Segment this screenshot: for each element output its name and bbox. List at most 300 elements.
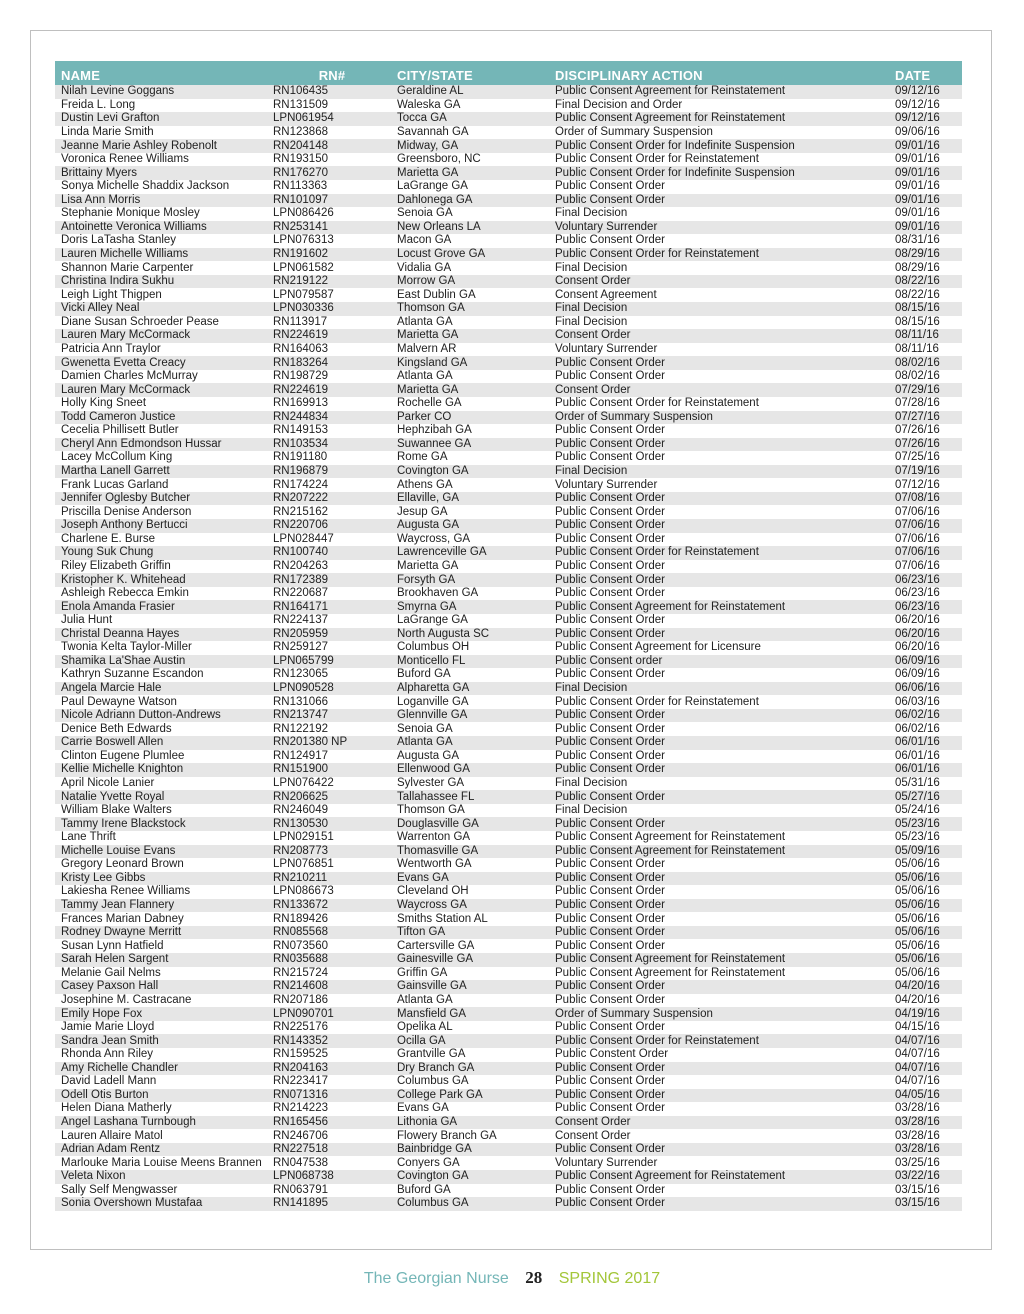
cell-city-state: New Orleans LA: [397, 220, 481, 233]
cell-rn-number: RN159525: [273, 1048, 328, 1061]
cell-name: Joseph Anthony Bertucci: [61, 519, 188, 532]
table-row: [55, 695, 962, 709]
publication-title: The Georgian Nurse: [363, 1270, 509, 1287]
cell-date: 09/01/16: [895, 193, 940, 206]
cell-disciplinary-action: Public Consent Agreement for Reinstatement: [555, 966, 786, 979]
cell-rn-number: RN183264: [273, 356, 328, 369]
table-row: [55, 411, 962, 425]
cell-city-state: Atlanta GA: [397, 993, 453, 1006]
cell-disciplinary-action: Public Consent Order: [555, 709, 665, 722]
cell-date: 05/23/16: [895, 831, 940, 844]
cell-disciplinary-action: Public Consent Order: [555, 749, 665, 762]
cell-date: 07/08/16: [895, 492, 940, 505]
cell-rn-number: RN244834: [273, 410, 328, 423]
cell-name: Lakiesha Renee Williams: [61, 885, 191, 898]
table-row: [55, 655, 962, 669]
cell-date: 06/03/16: [895, 695, 940, 708]
cell-disciplinary-action: Public Consent Order: [555, 763, 665, 776]
table-row: [55, 126, 962, 140]
cell-name: Lauren Allaire Matol: [61, 1129, 163, 1142]
table-row: [55, 492, 962, 506]
cell-date: 07/06/16: [895, 559, 940, 572]
cell-disciplinary-action: Public Consent Order for Reinstatement: [555, 695, 759, 708]
cell-date: 04/07/16: [895, 1075, 940, 1088]
cell-name: Lauren Michelle Williams: [61, 248, 189, 261]
cell-date: 08/29/16: [895, 248, 940, 261]
cell-rn-number: RN259127: [273, 641, 328, 654]
table-row: [55, 668, 962, 682]
table-row: [55, 288, 962, 302]
cell-rn-number: RN174224: [273, 478, 328, 491]
cell-disciplinary-action: Public Consent order: [555, 654, 663, 667]
cell-date: 06/20/16: [895, 641, 940, 654]
cell-name: Patricia Ann Traylor: [61, 342, 161, 355]
cell-date: 07/12/16: [895, 478, 940, 491]
cell-rn-number: RN113917: [273, 315, 328, 328]
cell-name: Lauren Mary McCormack: [61, 329, 191, 342]
table-row: [55, 1007, 962, 1021]
table-row: [55, 763, 962, 777]
cell-name: Voronica Renee Williams: [61, 153, 189, 166]
cell-disciplinary-action: Public Consent Order: [555, 1021, 665, 1034]
cell-name: Sandra Jean Smith: [61, 1034, 159, 1047]
cell-name: Freida L. Long: [61, 98, 136, 111]
cell-city-state: Savannah GA: [397, 125, 469, 138]
cell-disciplinary-action: Public Consent Order for Reinstatement: [555, 248, 759, 261]
cell-rn-number: RN141895: [273, 1197, 328, 1210]
cell-name: Lane Thrift: [61, 831, 116, 844]
cell-rn-number: RN176270: [273, 166, 328, 179]
table-row: [55, 1170, 962, 1184]
cell-name: Riley Elizabeth Griffin: [61, 559, 171, 572]
cell-rn-number: RN225176: [273, 1021, 328, 1034]
cell-date: 05/06/16: [895, 939, 940, 952]
cell-rn-number: LPN030336: [273, 302, 334, 315]
cell-date: 05/24/16: [895, 804, 940, 817]
cell-date: 06/01/16: [895, 749, 940, 762]
table-row: [55, 885, 962, 899]
page-number: 28: [525, 1268, 543, 1287]
cell-name: Melanie Gail Nelms: [61, 966, 161, 979]
cell-name: Angela Marcie Hale: [61, 682, 162, 695]
cell-name: Priscilla Denise Anderson: [61, 505, 192, 518]
cell-disciplinary-action: Consent Order: [555, 275, 631, 288]
cell-disciplinary-action: Public Consent Order: [555, 505, 665, 518]
table-row: [55, 207, 962, 221]
cell-name: Kathryn Suzanne Escandon: [61, 668, 204, 681]
cell-city-state: Augusta GA: [397, 749, 460, 762]
cell-rn-number: RN151900: [273, 763, 328, 776]
cell-date: 09/01/16: [895, 220, 940, 233]
cell-name: Twonia Kelta Taylor-Miller: [61, 641, 192, 654]
cell-city-state: Rochelle GA: [397, 397, 462, 410]
cell-rn-number: RN164171: [273, 600, 328, 613]
cell-date: 03/28/16: [895, 1129, 940, 1142]
cell-rn-number: RN196879: [273, 465, 328, 478]
cell-name: Sonya Michelle Shaddix Jackson: [61, 180, 230, 193]
table-row: [55, 750, 962, 764]
cell-name: Natalie Yvette Royal: [61, 790, 165, 803]
cell-city-state: Senoia GA: [397, 207, 453, 220]
page-footer: [0, 1268, 1024, 1288]
cell-disciplinary-action: Public Consent Order: [555, 437, 665, 450]
cell-name: Julia Hunt: [61, 614, 113, 627]
table-row: [55, 777, 962, 791]
cell-rn-number: RN100740: [273, 546, 328, 559]
cell-name: Gwenetta Evetta Creacy: [61, 356, 186, 369]
cell-disciplinary-action: Final Decision: [555, 315, 628, 328]
cell-rn-number: RN207222: [273, 492, 328, 505]
cell-rn-number: RN224619: [273, 383, 328, 396]
cell-city-state: Sylvester GA: [397, 776, 465, 789]
cell-date: 05/06/16: [895, 966, 940, 979]
cell-disciplinary-action: Public Consent Order: [555, 912, 665, 925]
table-row: [55, 1129, 962, 1143]
cell-disciplinary-action: Public Consent Order: [555, 193, 665, 206]
cell-date: 07/25/16: [895, 451, 940, 464]
cell-name: Shamika La'Shae Austin: [61, 654, 186, 667]
cell-city-state: Alpharetta GA: [397, 682, 470, 695]
cell-disciplinary-action: Public Consent Order for Reinstatement: [555, 1034, 759, 1047]
table-row: [55, 85, 962, 99]
cell-date: 07/29/16: [895, 383, 940, 396]
cell-name: Ashleigh Rebecca Emkin: [61, 587, 189, 600]
cell-name: Veleta Nixon: [61, 1170, 126, 1183]
table-row: [55, 1048, 962, 1062]
cell-rn-number: RN193150: [273, 153, 328, 166]
cell-date: 03/28/16: [895, 1116, 940, 1129]
cell-rn-number: RN085568: [273, 926, 328, 939]
table-row: [55, 519, 962, 533]
cell-disciplinary-action: Public Consent Agreement for Reinstatement: [555, 844, 786, 857]
cell-name: Holly King Sneet: [61, 397, 147, 410]
table-row: [55, 316, 962, 330]
cell-city-state: Flowery Branch GA: [397, 1129, 497, 1142]
cell-date: 09/12/16: [895, 112, 940, 125]
cell-rn-number: RN191180: [273, 451, 328, 464]
cell-disciplinary-action: Order of Summary Suspension: [555, 410, 713, 423]
cell-date: 07/06/16: [895, 546, 940, 559]
cell-name: Rhonda Ann Riley: [61, 1048, 154, 1061]
cell-name: Shannon Marie Carpenter: [61, 261, 194, 274]
cell-disciplinary-action: Consent Order: [555, 1129, 631, 1142]
table-row: [55, 736, 962, 750]
cell-rn-number: LPN090701: [273, 1007, 334, 1020]
cell-name: Kristopher K. Whitehead: [61, 573, 186, 586]
cell-disciplinary-action: Public Consent Order: [555, 519, 665, 532]
table-row: [55, 166, 962, 180]
cell-city-state: Parker CO: [397, 410, 452, 423]
cell-date: 09/06/16: [895, 125, 940, 138]
cell-name: Lauren Mary McCormack: [61, 383, 191, 396]
cell-disciplinary-action: Public Consent Order for Indefinite Suspension: [555, 139, 795, 152]
cell-rn-number: RN204163: [273, 1061, 328, 1074]
cell-rn-number: RN227518: [273, 1143, 328, 1156]
cell-rn-number: RN124917: [273, 749, 328, 762]
cell-disciplinary-action: Public Consent Order: [555, 573, 665, 586]
cell-date: 06/01/16: [895, 763, 940, 776]
cell-city-state: Lawrenceville GA: [397, 546, 487, 559]
cell-rn-number: RN220706: [273, 519, 328, 532]
cell-city-state: Bainbridge GA: [397, 1143, 472, 1156]
cell-city-state: Mansfield GA: [397, 1007, 467, 1020]
cell-name: Leigh Light Thigpen: [61, 288, 162, 301]
cell-disciplinary-action: Public Consent Agreement for Reinstatement: [555, 1170, 786, 1183]
cell-rn-number: RN131066: [273, 695, 328, 708]
cell-name: Tammy Irene Blackstock: [61, 817, 186, 830]
cell-date: 08/15/16: [895, 315, 940, 328]
cell-disciplinary-action: Public Consent Order: [555, 1088, 665, 1101]
cell-disciplinary-action: Voluntary Surrender: [555, 220, 658, 233]
cell-date: 05/06/16: [895, 953, 940, 966]
cell-city-state: Atlanta GA: [397, 370, 453, 383]
table-row: [55, 180, 962, 194]
cell-date: 04/20/16: [895, 993, 940, 1006]
cell-city-state: Monticello FL: [397, 654, 466, 667]
table-row: [55, 275, 962, 289]
cell-disciplinary-action: Public Consent Agreement for Reinstatement: [555, 112, 786, 125]
cell-date: 03/28/16: [895, 1102, 940, 1115]
cell-rn-number: RN101097: [273, 193, 328, 206]
cell-date: 06/02/16: [895, 709, 940, 722]
cell-disciplinary-action: Public Consent Order: [555, 451, 665, 464]
cell-rn-number: RN073560: [273, 939, 328, 952]
cell-name: Diane Susan Schroeder Pease: [61, 315, 219, 328]
cell-name: Rodney Dwayne Merritt: [61, 926, 182, 939]
cell-city-state: Tifton GA: [397, 926, 446, 939]
cell-rn-number: RN205959: [273, 627, 328, 640]
cell-disciplinary-action: Final Decision: [555, 207, 628, 220]
cell-rn-number: RN214223: [273, 1102, 328, 1115]
cell-rn-number: LPN076313: [273, 234, 334, 247]
cell-rn-number: LPN065799: [273, 654, 334, 667]
cell-city-state: Greensboro, NC: [397, 153, 481, 166]
cell-disciplinary-action: Final Decision: [555, 302, 628, 315]
cell-date: 06/20/16: [895, 627, 940, 640]
cell-rn-number: RN215724: [273, 966, 328, 979]
cell-city-state: Ellenwood GA: [397, 763, 470, 776]
table-row: [55, 397, 962, 411]
cell-city-state: Warrenton GA: [397, 831, 471, 844]
cell-date: 04/07/16: [895, 1034, 940, 1047]
cell-name: Susan Lynn Hatfield: [61, 939, 164, 952]
cell-disciplinary-action: Voluntary Surrender: [555, 342, 658, 355]
cell-name: Michelle Louise Evans: [61, 844, 176, 857]
cell-disciplinary-action: Public Consent Order: [555, 790, 665, 803]
table-row: [55, 194, 962, 208]
cell-city-state: College Park GA: [397, 1088, 483, 1101]
cell-disciplinary-action: Public Consent Order: [555, 1061, 665, 1074]
table-row: [55, 383, 962, 397]
cell-rn-number: RN165456: [273, 1116, 328, 1129]
cell-date: 07/06/16: [895, 519, 940, 532]
table-row: [55, 451, 962, 465]
cell-rn-number: LPN061954: [273, 112, 334, 125]
cell-name: Sonia Overshown Mustafaa: [61, 1197, 203, 1210]
cell-city-state: Cleveland OH: [397, 885, 469, 898]
cell-name: Brittainy Myers: [61, 166, 138, 179]
cell-city-state: Midway, GA: [397, 139, 459, 152]
cell-rn-number: RN210211: [273, 871, 328, 884]
cell-city-state: Evans GA: [397, 1102, 449, 1115]
cell-name: Paul Dewayne Watson: [61, 695, 177, 708]
cell-rn-number: RN189426: [273, 912, 328, 925]
cell-rn-number: RN164063: [273, 342, 328, 355]
cell-name: William Blake Walters: [61, 804, 172, 817]
cell-date: 04/07/16: [895, 1048, 940, 1061]
cell-date: 04/07/16: [895, 1061, 940, 1074]
cell-disciplinary-action: Final Decision and Order: [555, 98, 683, 111]
disciplinary-actions-table: [55, 61, 962, 1211]
cell-city-state: Morrow GA: [397, 275, 456, 288]
cell-city-state: Cartersville GA: [397, 939, 475, 952]
cell-city-state: Columbus GA: [397, 1197, 469, 1210]
cell-date: 03/15/16: [895, 1183, 940, 1196]
cell-name: Charlene E. Burse: [61, 532, 155, 545]
cell-city-state: Columbus OH: [397, 641, 470, 654]
cell-date: 07/26/16: [895, 437, 940, 450]
cell-city-state: Brookhaven GA: [397, 587, 479, 600]
cell-date: 08/22/16: [895, 288, 940, 301]
cell-disciplinary-action: Public Consent Order: [555, 885, 665, 898]
cell-disciplinary-action: Public Consent Order: [555, 993, 665, 1006]
cell-city-state: Kingsland GA: [397, 356, 468, 369]
table-row: [55, 641, 962, 655]
cell-name: Frank Lucas Garland: [61, 478, 169, 491]
cell-date: 04/20/16: [895, 980, 940, 993]
cell-date: 09/01/16: [895, 139, 940, 152]
cell-rn-number: RN220687: [273, 587, 328, 600]
table-row: [55, 302, 962, 316]
table-row: [55, 600, 962, 614]
cell-date: 06/20/16: [895, 614, 940, 627]
table-row: [55, 505, 962, 519]
cell-date: 08/22/16: [895, 275, 940, 288]
cell-date: 09/01/16: [895, 180, 940, 193]
cell-disciplinary-action: Public Consent Order: [555, 980, 665, 993]
cell-city-state: Evans GA: [397, 871, 449, 884]
cell-disciplinary-action: Public Consent Order: [555, 668, 665, 681]
table-row: [55, 1116, 962, 1130]
cell-disciplinary-action: Order of Summary Suspension: [555, 125, 713, 138]
cell-city-state: Griffin GA: [397, 966, 448, 979]
table-row: [55, 478, 962, 492]
cell-disciplinary-action: Final Decision: [555, 776, 628, 789]
cell-name: Helen Diana Matherly: [61, 1102, 172, 1115]
cell-disciplinary-action: Public Consent Order: [555, 492, 665, 505]
cell-city-state: Augusta GA: [397, 519, 460, 532]
table-row: [55, 1062, 962, 1076]
cell-city-state: Glennville GA: [397, 709, 468, 722]
cell-city-state: East Dublin GA: [397, 288, 476, 301]
table-row: [55, 329, 962, 343]
cell-rn-number: RN204148: [273, 139, 328, 152]
cell-name: April Nicole Lanier: [61, 776, 155, 789]
table-row: [55, 99, 962, 113]
cell-disciplinary-action: Consent Order: [555, 383, 631, 396]
table-row: [55, 967, 962, 981]
cell-disciplinary-action: Public Consent Order: [555, 356, 665, 369]
cell-date: 09/12/16: [895, 85, 940, 98]
cell-date: 05/06/16: [895, 858, 940, 871]
cell-name: Linda Marie Smith: [61, 125, 154, 138]
cell-disciplinary-action: Public Consent Order: [555, 532, 665, 545]
cell-date: 04/19/16: [895, 1007, 940, 1020]
cell-city-state: Marietta GA: [397, 559, 459, 572]
cell-date: 05/31/16: [895, 776, 940, 789]
cell-date: 06/23/16: [895, 587, 940, 600]
cell-date: 04/05/16: [895, 1088, 940, 1101]
cell-city-state: Rome GA: [397, 451, 448, 464]
cell-city-state: Buford GA: [397, 1183, 451, 1196]
cell-disciplinary-action: Order of Summary Suspension: [555, 1007, 713, 1020]
cell-rn-number: LPN028447: [273, 532, 334, 545]
cell-rn-number: LPN086673: [273, 885, 334, 898]
cell-date: 03/25/16: [895, 1156, 940, 1169]
cell-rn-number: RN035688: [273, 953, 328, 966]
cell-date: 05/06/16: [895, 926, 940, 939]
cell-rn-number: RN063791: [273, 1183, 328, 1196]
cell-name: Jamie Marie Lloyd: [61, 1021, 155, 1034]
cell-disciplinary-action: Public Consent Order: [555, 722, 665, 735]
issue-label: SPRING 2017: [558, 1270, 661, 1287]
cell-date: 06/23/16: [895, 573, 940, 586]
cell-rn-number: RN201380 NP: [273, 736, 348, 749]
cell-date: 08/02/16: [895, 370, 940, 383]
cell-name: Casey Paxson Hall: [61, 980, 159, 993]
cell-name: Dustin Levi Grafton: [61, 112, 160, 125]
cell-disciplinary-action: Public Consent Order for Indefinite Suspension: [555, 166, 795, 179]
cell-city-state: North Augusta SC: [397, 627, 490, 640]
table-row: [55, 845, 962, 859]
cell-city-state: Columbus GA: [397, 1075, 469, 1088]
cell-disciplinary-action: Public Consent Order: [555, 587, 665, 600]
cell-rn-number: RN207186: [273, 993, 328, 1006]
table-row: [55, 1021, 962, 1035]
cell-name: Amy Richelle Chandler: [61, 1061, 178, 1074]
cell-name: Kellie Michelle Knighton: [61, 763, 184, 776]
cell-city-state: LaGrange GA: [397, 180, 468, 193]
cell-disciplinary-action: Public Consent Order: [555, 1143, 665, 1156]
cell-rn-number: RN122192: [273, 722, 328, 735]
cell-rn-number: RN214608: [273, 980, 328, 993]
cell-name: Christal Deanna Hayes: [61, 627, 180, 640]
cell-disciplinary-action: Public Consent Order: [555, 1197, 665, 1210]
cell-city-state: Loganville GA: [397, 695, 469, 708]
cell-date: 07/27/16: [895, 410, 940, 423]
cell-name: Marlouke Maria Louise Meens Brannen: [61, 1156, 262, 1169]
table-row: [55, 424, 962, 438]
cell-city-state: Buford GA: [397, 668, 451, 681]
cell-disciplinary-action: Public Consent Order: [555, 180, 665, 193]
cell-name: Jeanne Marie Ashley Robenolt: [61, 139, 217, 152]
cell-date: 08/31/16: [895, 234, 940, 247]
cell-date: 06/01/16: [895, 736, 940, 749]
cell-disciplinary-action: Public Consent Order: [555, 817, 665, 830]
cell-city-state: Tallahassee FL: [397, 790, 475, 803]
cell-date: 07/28/16: [895, 397, 940, 410]
cell-name: Odell Otis Burton: [61, 1088, 149, 1101]
cell-disciplinary-action: Public Consent Agreement for Reinstatement: [555, 85, 786, 98]
cell-name: Nicole Adriann Dutton-Andrews: [61, 709, 221, 722]
table-row: [55, 980, 962, 994]
cell-name: Sally Self Mengwasser: [61, 1183, 178, 1196]
cell-city-state: Locust Grove GA: [397, 248, 486, 261]
cell-city-state: Marietta GA: [397, 329, 459, 342]
table-row: [55, 682, 962, 696]
cell-disciplinary-action: Public Consent Order: [555, 627, 665, 640]
cell-rn-number: RN213747: [273, 709, 328, 722]
